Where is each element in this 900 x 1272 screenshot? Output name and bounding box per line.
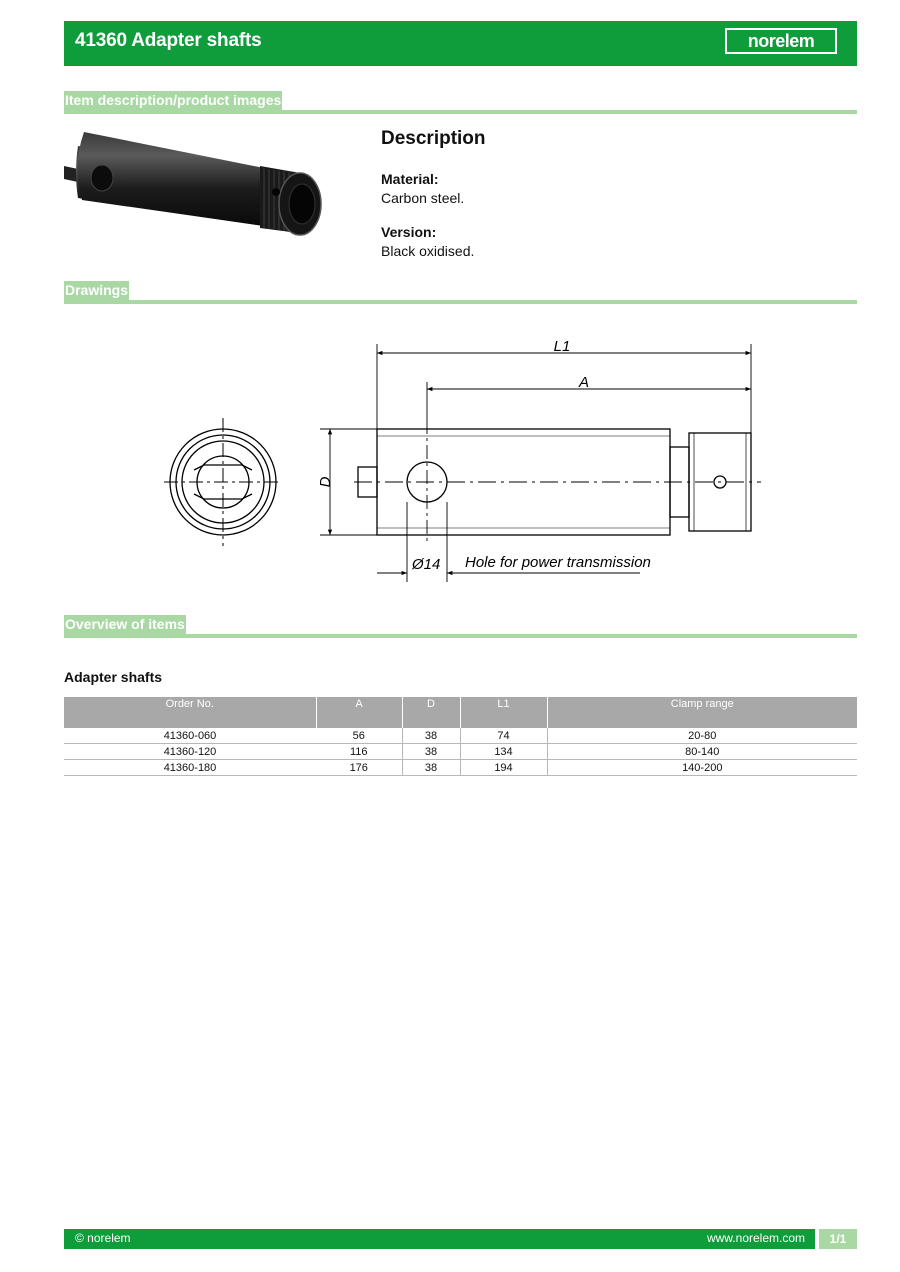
section-label-drawings: Drawings bbox=[65, 282, 129, 298]
column-header-order-no: Order No. bbox=[64, 697, 316, 728]
page-title: 41360 Adapter shafts bbox=[75, 30, 262, 51]
section-label-item-description: Item description/product images bbox=[65, 92, 282, 108]
cell-clamp-range: 80-140 bbox=[547, 744, 857, 760]
end-view bbox=[164, 418, 282, 546]
items-table bbox=[64, 697, 857, 776]
technical-drawing bbox=[64, 310, 857, 600]
norelem-logo: norelem bbox=[725, 28, 837, 54]
dimension-label-a: A bbox=[578, 374, 590, 391]
column-header-clamp-range: Clamp range bbox=[547, 697, 857, 728]
page-number: 1/1 bbox=[819, 1229, 857, 1249]
section-label-overview: Overview of items bbox=[65, 616, 185, 632]
version-value: Black oxidised. bbox=[381, 243, 475, 259]
cell-clamp-range: 20-80 bbox=[547, 728, 857, 744]
cell-l1: 74 bbox=[460, 728, 547, 744]
material-value: Carbon steel. bbox=[381, 190, 465, 206]
section-divider bbox=[64, 110, 857, 114]
column-header-d: D bbox=[402, 697, 460, 728]
dimension-label-diameter: Ø14 bbox=[412, 556, 441, 573]
cell-l1: 194 bbox=[460, 760, 547, 776]
cell-clamp-range: 140-200 bbox=[547, 760, 857, 776]
section-divider bbox=[64, 634, 857, 638]
page-footer bbox=[64, 1229, 815, 1249]
table-title: Adapter shafts bbox=[64, 669, 163, 685]
page-header bbox=[64, 21, 857, 66]
cell-order-no: 41360-060 bbox=[64, 728, 316, 744]
cell-l1: 134 bbox=[460, 744, 547, 760]
column-header-l1: L1 bbox=[460, 697, 547, 728]
cell-d: 38 bbox=[402, 744, 460, 760]
section-divider bbox=[64, 300, 857, 304]
hole-annotation: Hole for power transmission bbox=[465, 554, 651, 571]
version-label: Version: bbox=[381, 224, 437, 240]
cell-a: 56 bbox=[316, 728, 402, 744]
table-row bbox=[64, 744, 857, 760]
cell-a: 116 bbox=[316, 744, 402, 760]
dimension-label-d: D bbox=[317, 476, 334, 488]
material-label: Material: bbox=[381, 171, 439, 187]
cell-order-no: 41360-180 bbox=[64, 760, 316, 776]
product-image bbox=[64, 122, 322, 244]
website-link[interactable]: www.norelem.com bbox=[706, 1231, 805, 1245]
dimension-label-l1: L1 bbox=[553, 338, 571, 355]
description-title: Description bbox=[381, 128, 486, 149]
side-view bbox=[354, 420, 761, 542]
cell-d: 38 bbox=[402, 760, 460, 776]
table-row bbox=[64, 728, 857, 744]
copyright: © norelem bbox=[75, 1231, 131, 1245]
cell-a: 176 bbox=[316, 760, 402, 776]
table-row bbox=[64, 760, 857, 776]
column-header-a: A bbox=[316, 697, 402, 728]
dimension-lines bbox=[320, 344, 751, 582]
cell-d: 38 bbox=[402, 728, 460, 744]
cell-order-no: 41360-120 bbox=[64, 744, 316, 760]
